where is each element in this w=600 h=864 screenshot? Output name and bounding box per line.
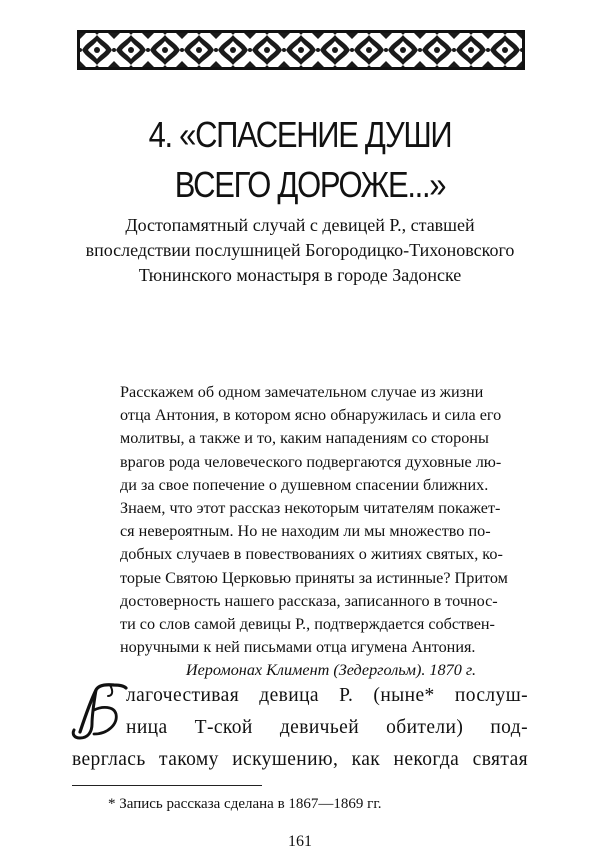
epigraph-line: Расскажем об одном замечательном случае из жизни (120, 383, 484, 401)
epigraph-line: торые Святою Церковью приняты за истинные? Притом (120, 568, 508, 587)
body-line: верглась такому искушению, как некогда святая (72, 749, 528, 770)
epigraph-signature: Иеромонах Климент (Зедергольм). 1870 г. (185, 661, 476, 680)
body-line: ница Т-ской девичьей обители) под- (126, 717, 528, 738)
chapter-title-line-2: ВСЕГО ДОРОЖЕ...» (174, 164, 446, 205)
subtitle-line: Достопамятный случай с девицей Р., ставшей (125, 215, 475, 235)
epigraph-line: ти со слов самой девицы Р., подтверждается собствен- (120, 614, 495, 633)
epigraph-line: молитвы, а также и то, каким нападениям со стороны (120, 429, 489, 448)
ornament-pattern-icon (80, 33, 522, 67)
epigraph-line: отца Антония, в котором ясно обнаружилась и сила его (120, 406, 502, 425)
epigraph-line: норучными к ней письмами отца игумена Антония. (120, 638, 476, 657)
epigraph-line: врагов рода человеческого подвергаются духовные лю- (120, 452, 502, 471)
body-text (72, 680, 528, 776)
chapter-title-line-1: 4. «СПАСЕНИЕ ДУШИ (148, 114, 452, 155)
epigraph-line: ди за свое попечение о душевном спасении ближних. (120, 475, 489, 494)
epigraph-line: Знаем, что этот рассказ некоторым читателям покажет- (120, 498, 501, 517)
page-number: 161 (288, 833, 312, 850)
epigraph-line: добных случаев в повествованиях о житиях святых, ко- (120, 545, 503, 564)
epigraph-line: ся невероятным. Но не находим ли мы множество по- (120, 522, 491, 541)
epigraph-block (120, 381, 508, 682)
epigraph-line: достоверность нашего рассказа, записанного в точнос- (120, 591, 498, 610)
decorative-ornament-band (77, 30, 525, 70)
subtitle-line: Тюнинского монастыря в городе Задонске (138, 265, 462, 285)
subtitle-line: впоследствии послушницей Богородицко-Тихоновского (85, 240, 515, 260)
footnote-divider (72, 785, 262, 786)
footnote: * Запись рассказа сделана в 1867—1869 гг. (108, 796, 382, 812)
body-line: лагочестивая девица Р. (ныне* послуш- (126, 685, 528, 706)
chapter-subtitle (60, 213, 540, 288)
